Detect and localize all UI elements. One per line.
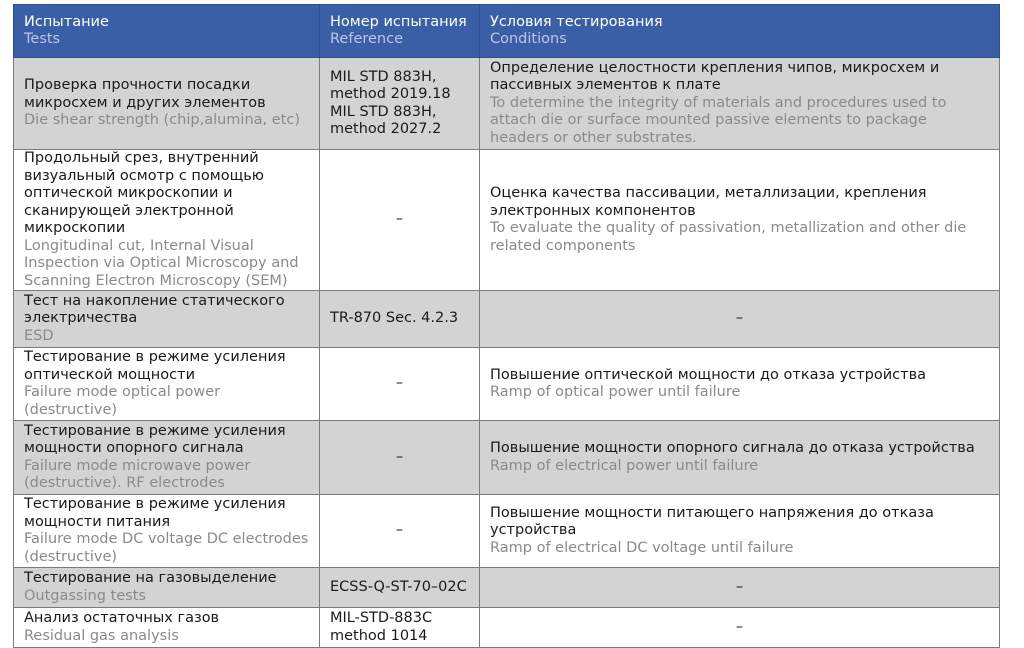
header-reference [320,5,480,58]
table-row [14,568,1000,608]
test-name-ru: Тестирование в режиме усиления мощности опорного сигнала [24,422,286,456]
header-conditions [480,5,1000,58]
header-ref-en: Reference [330,31,404,47]
reference-cell: TR-870 Sec. 4.2.3 [320,291,480,348]
test-name-en: Longitudinal cut, Internal Visual Inspection via Optical Microscopy and Scanning Electron Microscopy (SEM) [24,237,299,289]
test-cell [14,58,320,150]
reference-cell: MIL STD 883H, method 2019.18 MIL STD 883H, method 2027.2 [320,58,480,150]
table-row [14,421,1000,495]
conditions-cell [480,58,1000,150]
test-name-en: Outgassing tests [24,587,146,604]
test-name-en: Die shear strength (chip,alumina, etc) [24,112,300,129]
conditions-cell: – [480,608,1000,648]
conditions-ru: Повышение мощности опорного сигнала до отказа устройства [490,440,975,456]
conditions-en: Ramp of optical power until failure [490,384,741,400]
table-row [14,495,1000,568]
test-name-ru: Анализ остаточных газов [24,610,220,626]
table-row [14,150,1000,291]
conditions-en: Ramp of electrical DC voltage until failure [490,539,794,556]
test-cell [14,608,320,648]
table-row [14,608,1000,648]
table-row [14,58,1000,150]
test-cell [14,348,320,421]
reference-cell: – [320,421,480,495]
test-name-ru: Тестирование в режиме усиления мощности питания [24,496,286,530]
header-cond-en: Conditions [490,31,567,47]
reference-cell: – [320,348,480,421]
test-name-ru: Проверка прочности посадки микросхем и других элементов [24,77,266,111]
header-tests [14,5,320,58]
test-name-en: Failure mode DC voltage DC electrodes (destructive) [24,531,309,565]
table-header-row [14,5,1000,58]
test-name-ru: Продольный срез, внутренний визуальный осмотр с помощью оптической микроскопии и сканирующей электронной микроскопии [24,150,264,236]
test-name-ru: Тестирование в режиме усиления оптической мощности [24,349,286,383]
test-cell [14,421,320,495]
reference-cell: MIL-STD-883C method 1014 [320,608,480,648]
conditions-ru: Повышение оптической мощности до отказа устройства [490,366,927,383]
header-cond-ru: Условия тестирования [490,13,663,30]
conditions-en: Ramp of electrical power until failure [490,457,759,474]
conditions-cell [480,348,1000,421]
conditions-cell [480,150,1000,291]
test-name-en: Residual gas analysis [24,627,179,644]
test-cell [14,150,320,291]
test-name-en: Failure mode optical power (destructive) [24,384,221,418]
test-name-ru: Тест на накопление статического электричества [24,292,285,327]
reference-cell: – [320,495,480,568]
header-tests-en: Tests [24,31,61,47]
conditions-cell: – [480,291,1000,348]
conditions-en: To evaluate the quality of passivation, metallization and other die related components [490,220,967,254]
reference-cell: – [320,150,480,291]
header-ref-ru: Номер испытания [330,13,467,30]
test-name-ru: Тестирование на газовыделение [24,570,277,586]
conditions-ru: Повышение мощности питающего напряжения до отказа устройства [490,504,934,539]
conditions-ru: Оценка качества пассивации, металлизации, крепления электронных компонентов [490,185,927,219]
conditions-cell [480,495,1000,568]
conditions-ru: Определение целостности крепления чипов, микросхем и пассивных элементов к плате [490,59,940,94]
header-tests-ru: Испытание [24,13,109,30]
conditions-cell [480,421,1000,495]
table-row [14,348,1000,421]
table-row [14,291,1000,348]
test-cell [14,568,320,608]
tests-table [13,4,1000,648]
test-cell [14,495,320,568]
conditions-cell: – [480,568,1000,608]
test-name-en: Failure mode microwave power (destructive). RF electrodes [24,457,251,491]
test-cell [14,291,320,348]
reference-cell: ECSS-Q-ST-70–02C [320,568,480,608]
tests-table-container [13,4,999,648]
conditions-en: To determine the integrity of materials and procedures used to attach die or surface mounted passive elements to package headers or other substrates. [490,94,947,146]
test-name-en: ESD [24,327,54,344]
